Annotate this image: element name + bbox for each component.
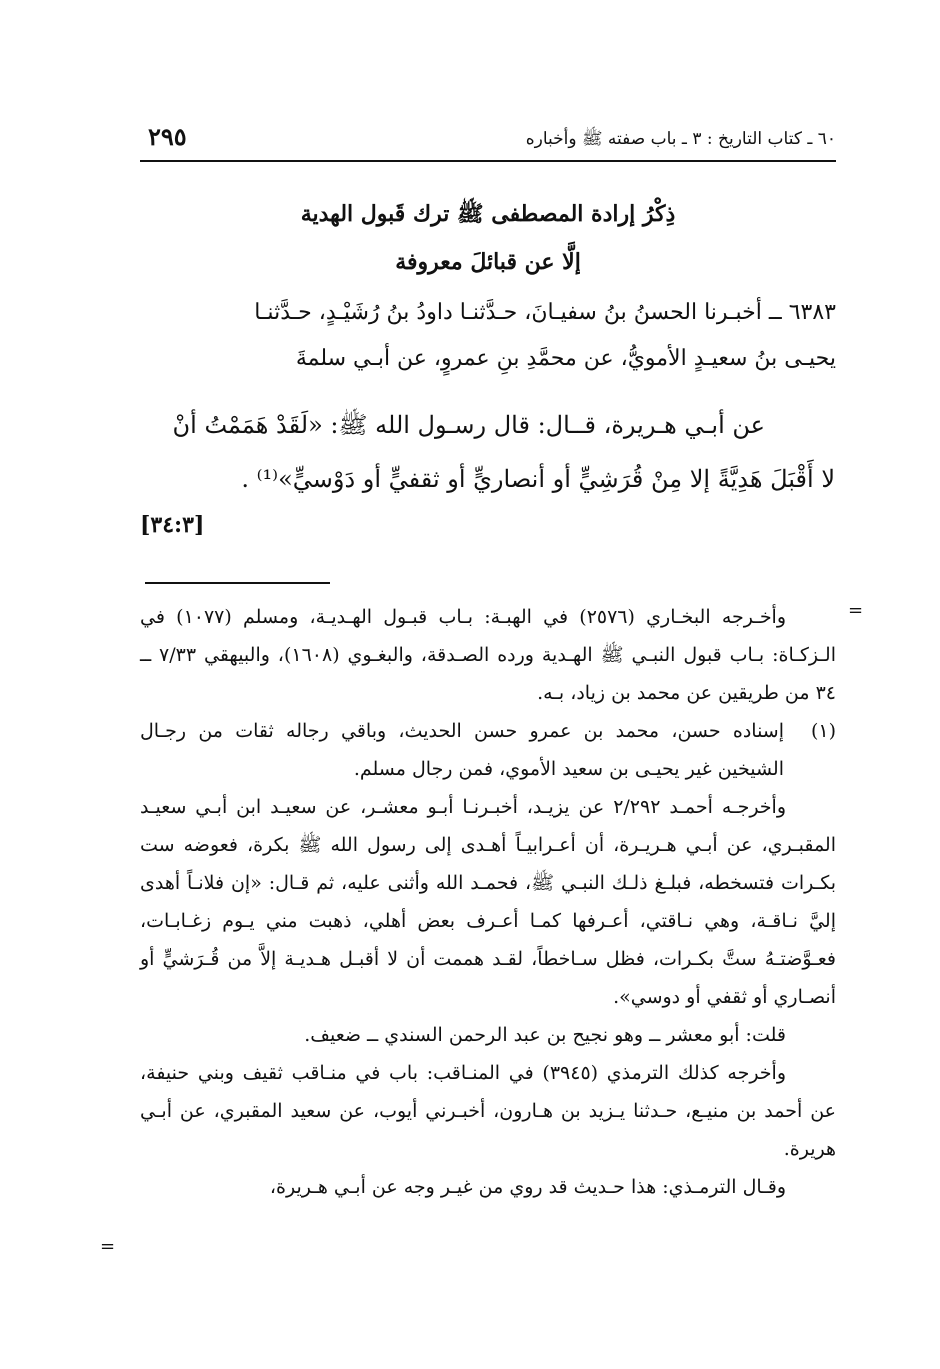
running-title: ٦٠ ـ كتاب التاريخ : ٣ ـ باب صفته ﷺ وأخباره — [525, 129, 836, 149]
hadith-reference: [٣٤:٣] — [140, 512, 205, 538]
isnad-line-1: ٦٣٨٣ ــ أخبـرنا الحسنُ بنُ سفيـانَ، حـدَّثنـا داودُ بنُ رُشَيْـدٍ، حـدَّثنـا — [254, 300, 836, 325]
heading-line-2: إلَّا عن قبائلَ معروفة — [395, 249, 581, 275]
footnote-divider — [145, 582, 330, 584]
footnote-takhrij: وأخـرجه البخـاري (٢٥٧٦) في الهبـة: بـاب قبـول الهـديـة، ومسلم (١٠٧٧) في الـزكـاة: بـاب قبول النبـي ﷺ الهـدية ورده الصـدقة، والبغـوي (١٦٠٨)، والبيهقي ٧/٣٣ ــ ٣٤ من طريقين عن محمد بن زياد، بـه. — [140, 606, 836, 704]
footnotes — [140, 598, 836, 1206]
footnote-para-ahmad: وأخرجـه أحمـد ٢/٢٩٢ عن يزيـد، أخبـرنـا أبـو معشـر، عن سعيـد ابن أبـي سعيـد المقبـري، عن أبـي هـريـرة، أن أعـرابيـاً أهـدى إلى رسول الله ﷺ بكرة، فعوضه ست بكـرات فتسخطه، فبلـغ ذلـك النبـي ﷺ، فحمـد الله وأثنى عليه، ثم قـال: «إن فلانـاً أهدى إليَّ نـاقـة، وهي نـاقتي، أعـرفها كمـا أعـرف بعض أهلي، ذهبت مني يـوم زغـابـات، فعـوَّضتـهُ ستَّ بكـرات، فظل سـاخطاً، لقـد هممت أن لا أقبـل هـديـة إلاَّ من قُـرَشيٍّ أو أنصـاري أو ثقفي أو دوسي». — [140, 796, 836, 1008]
footnote-para-tirmidhi: وأخرجه كذلك الترمذي (٣٩٤٥) في المنـاقب: باب في منـاقب ثقيف وبني حنيفة، عن أحمد بن منيـع، حـدثنا يـزيد بن هـارون، أخبـرني أيوب، عن سعيد المقبري، عن أبـي هريرة. — [140, 1062, 836, 1160]
page-number: ٢٩٥ — [148, 122, 187, 151]
running-header — [140, 120, 836, 162]
hadith-isnad — [140, 290, 836, 382]
footnote-para-tirmidhi-comment: وقـال الترمـذي: هذا حـديث قد روي من غيـر وجه عن أبـي هـريرة، — [269, 1176, 786, 1198]
footnote-1 — [140, 712, 836, 788]
isnad-line-2: يحيـى بنُ سعيـدٍ الأمويُّ، عن محمَّدِ بنِ عمروٍ، عن أبـي سلمةَ — [295, 346, 836, 371]
footnote-1-marker: (١) — [810, 720, 836, 742]
continuation-mark-bottom: = — [100, 1236, 116, 1257]
matn-line-2: لا أَقْبَلَ هَدِيَّةً إلا مِنْ قُرَشِيٍّ أو أنصاريٍّ أو ثقفيٍّ أو دَوْسيٍّ»⁽¹⁾ . — [241, 465, 835, 493]
footnote-1-text: إسناده حسن، محمد بن عمرو حسن الحديث، وباقي رجاله ثقات من رجـال الشيخين غير يحيـى بن سعيد الأموي، فمن رجال مسلم. — [140, 720, 784, 780]
footnote-para-note: قلت: أبو معشر ــ وهو نجيح بن عبد الرحمن السندي ــ ضعيف. — [304, 1024, 786, 1046]
continuation-mark-top: = — [848, 600, 864, 621]
matn-line-1: عن أبـي هـريرة، قــال: قال رسـول الله ﷺ: «لَقَدْ هَمَمْتُ أنْ — [172, 411, 765, 439]
chapter-heading — [140, 190, 836, 286]
hadith-matn — [140, 398, 835, 506]
heading-line-1: ذِكْرُ إرادة المصطفى ﷺ ترك قَبول الهدية — [300, 201, 676, 227]
